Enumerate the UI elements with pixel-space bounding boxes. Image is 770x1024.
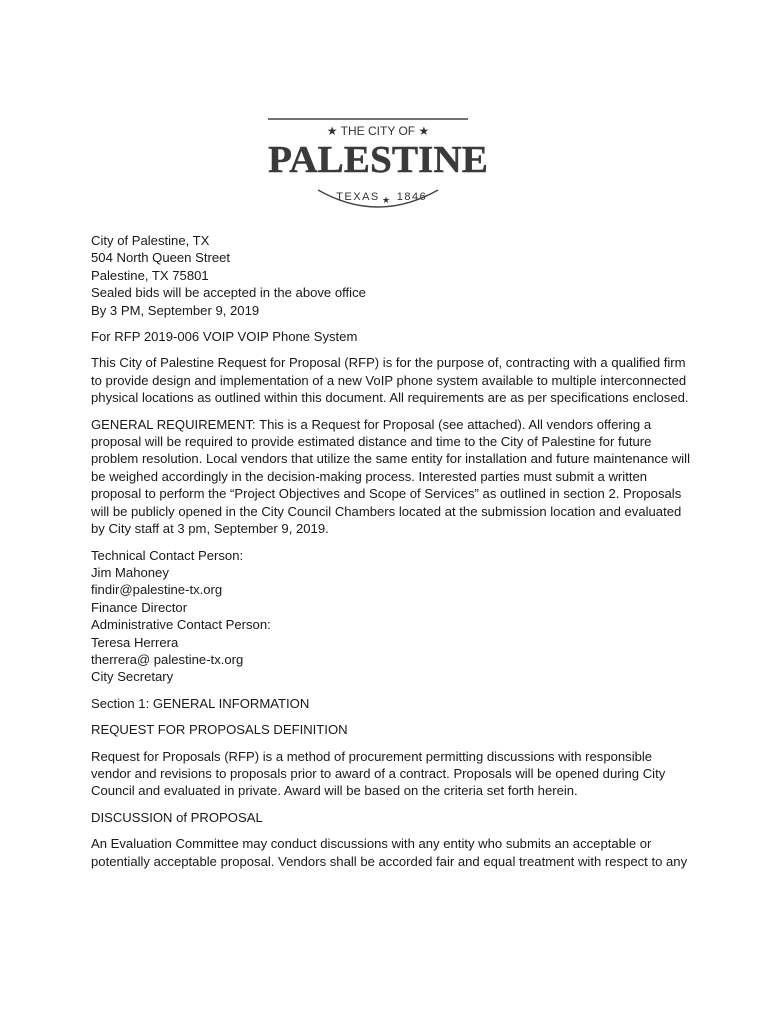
document-body <box>91 232 691 879</box>
address-line-5: By 3 PM, September 9, 2019 <box>91 302 260 318</box>
discussion-paragraph: An Evaluation Committee may conduct discussions with any entity who submits an acceptable or potentially acceptable proposal. Vendors shall be accorded fair and equal treatment with respect to any <box>91 836 688 869</box>
address-block <box>91 232 691 319</box>
logo-top-text: ★ THE CITY OF ★ <box>326 124 430 138</box>
logo-star: ★ <box>381 195 391 205</box>
rfp-definition-paragraph: Request for Proposals (RFP) is a method of procurement permitting discussions with responsible vendor and revisions to proposals prior to award of a contract. Proposals will be opened during City Council and evaluated in private. Award will be based on the criteria set forth herein. <box>91 748 666 799</box>
admin-contact-label: Administrative Contact Person: <box>91 617 271 633</box>
rfp-definition-heading: REQUEST FOR PROPOSALS DEFINITION <box>91 722 348 738</box>
address-line-1: City of Palestine, TX <box>91 233 210 248</box>
discussion-heading: DISCUSSION of PROPOSAL <box>91 809 263 825</box>
city-of-palestine-logo <box>262 116 494 216</box>
contacts-block <box>91 547 691 686</box>
intro-paragraph: This City of Palestine Request for Proposal (RFP) is for the purpose of, contracting with a qualified firm to provide design and implementation of a new VoIP phone system available to multiple interconnected physical locations as outlined within this document. All requirements are as per specifications enclosed. <box>91 355 689 406</box>
logo-bottom-text: TEXAS <box>336 191 380 203</box>
logo-year: 1846 <box>396 191 428 203</box>
rfp-title: For RFP 2019-006 VOIP VOIP Phone System <box>91 329 358 345</box>
section-1-heading: Section 1: GENERAL INFORMATION <box>91 695 310 711</box>
address-line-2: 504 North Queen Street <box>91 250 231 266</box>
address-line-4: Sealed bids will be accepted in the above office <box>91 285 366 301</box>
logo-name: PALESTINE <box>268 139 488 181</box>
technical-contact-email: findir@palestine-tx.org <box>91 582 223 598</box>
general-requirement-paragraph: GENERAL REQUIREMENT: This is a Request for Proposal (see attached). All vendors offering a proposal will be required to provide estimated distance and time to the City of Palestine for future problem resolution. Local vendors that utilize the same entity for installation and future maintenance will be weighed accordingly in the decision-making process. Interested parties must submit a written proposal to perform the “Project Objectives and Scope of Services” as outlined in section 2. Proposals will be publicly opened in the City Council Chambers located at the submission location and evaluated by City staff at 3 pm, September 9, 2019. <box>91 416 691 537</box>
admin-contact-email: therrera@ palestine-tx.org <box>91 651 244 667</box>
admin-contact-title: City Secretary <box>91 669 174 685</box>
address-line-3: Palestine, TX 75801 <box>91 267 209 283</box>
technical-contact-name: Jim Mahoney <box>91 564 169 580</box>
technical-contact-label: Technical Contact Person: <box>91 547 244 563</box>
technical-contact-title: Finance Director <box>91 599 188 615</box>
admin-contact-name: Teresa Herrera <box>91 634 179 650</box>
